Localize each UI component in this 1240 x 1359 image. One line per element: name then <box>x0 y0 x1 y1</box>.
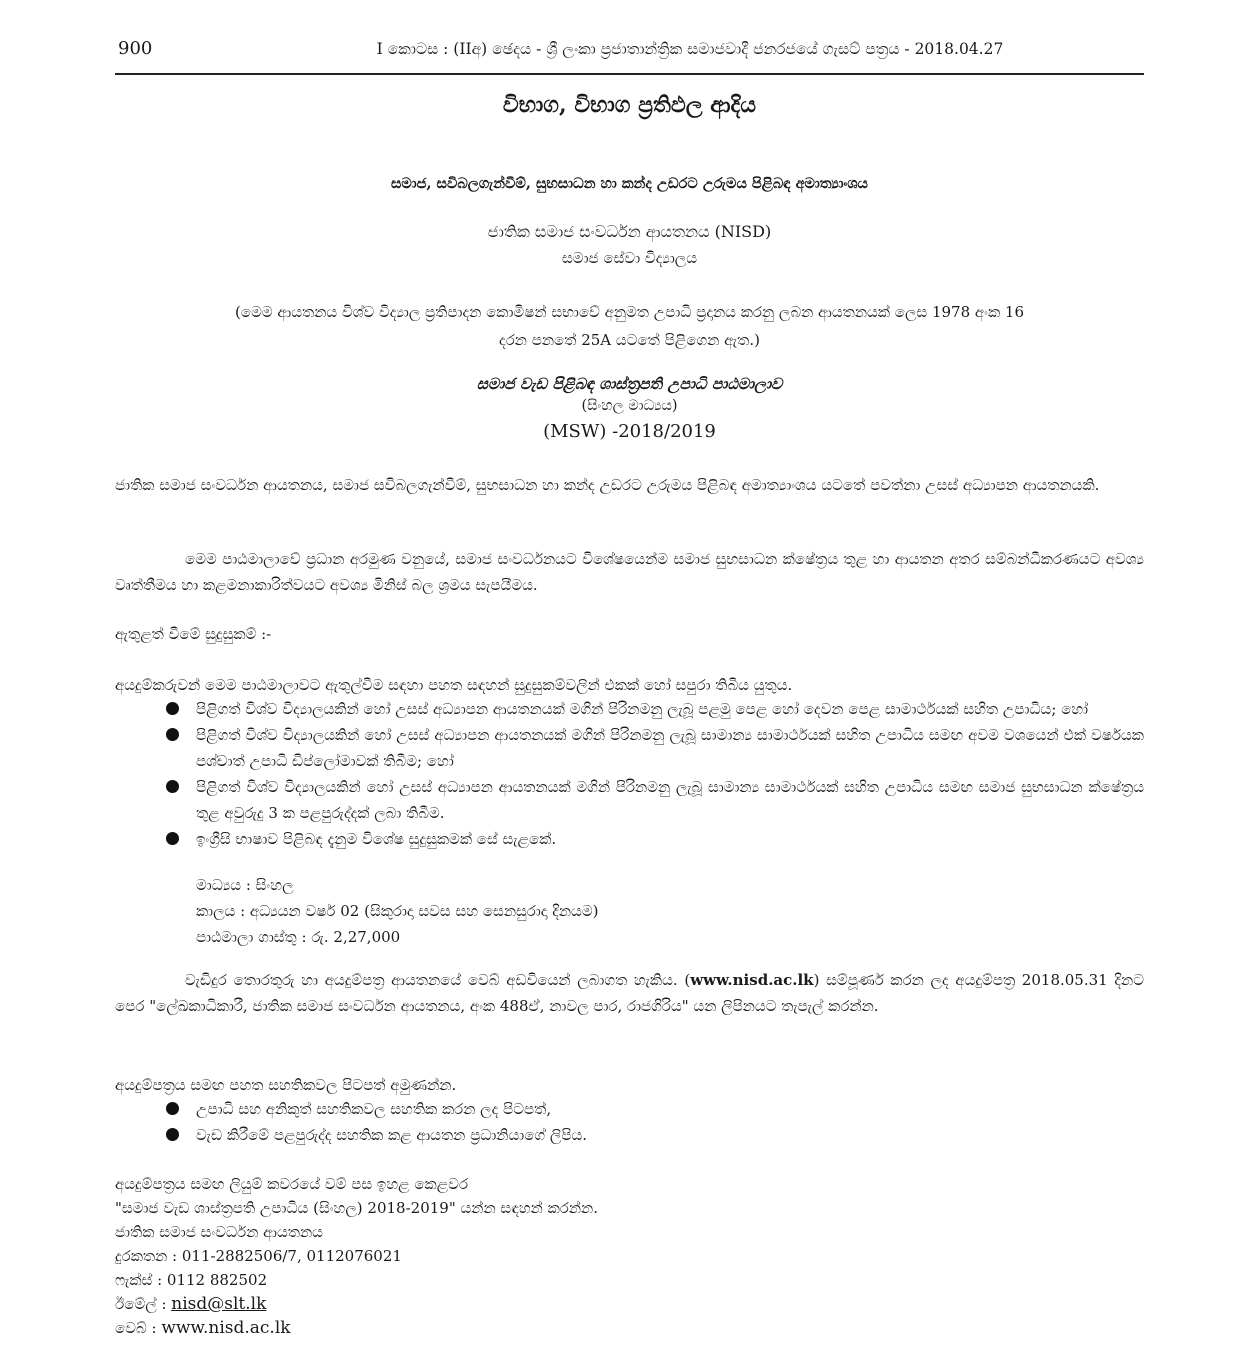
bullet-icon <box>166 1102 179 1115</box>
bullet-icon <box>166 702 179 715</box>
list-item: උපාධි සහ අනිකුත් සහතිකවල සහතික කරන ලද පිටපත්, <box>160 1096 1144 1122</box>
course-info-duration: කාලය : අධ්‍යයන වර්ෂ 02 (සිකුරාදා සවස සහ සෙනසුරාදා දිනයම) <box>196 902 599 920</box>
bullet-icon <box>166 832 179 845</box>
list-item: පිළිගත් විශ්ව විද්‍යාලයකින් හෝ උසස් අධ්‍යාපන ආයතනයක් මගින් පිරිනමනු ලැබූ සාමාන්‍ය සාමාර්ථයක් සහිත උපාධිය සමඟ සමාජ සුභසාධන ක්ෂේත්‍රය තුළ අවුරුදු 3 ක පළපුරුද්දක් ලබා තිබීම. <box>160 774 1144 826</box>
bullet-icon <box>166 780 179 793</box>
school-name: සමාජ සේවා විද්‍යාලය <box>562 249 697 267</box>
recognition-note <box>115 298 1144 354</box>
header-rule <box>115 73 1144 75</box>
phone-number: 011-2882506/7, 0112076021 <box>181 1247 402 1265</box>
web-link[interactable]: www.nisd.ac.lk <box>161 1318 291 1338</box>
requirements-intro: අයදුම්කරුවන් මෙම පාඨමාලාවට ඇතුල්වීම සඳහා පහත සඳහන් සුදුසුකම්වලින් එකක් හෝ සපුරා තිබිය යුතුය. <box>115 676 793 694</box>
course-medium: (සිංහල මාධ්‍යය) <box>581 398 678 414</box>
email-line: ඊමේල් : nisd@slt.lk <box>115 1294 267 1314</box>
paragraph-application: වැඩිදුර තොරතුරු හා අයදුම්පත්‍ර ආයතනයේ වෙබ් අඩවියෙන් ලබාගත හැකිය. (www.nisd.ac.lk) සම්පූර්ණ කරන ලද අයදුම්පත්‍ර 2018.05.31 දිනට පෙර "ලේඛකාධිකාරී, ජාතික සමාජ සංවර්ධන ආයතනය, අංක 488ඒ, නාවල පාර, රාජගිරිය" යන ලිපිනයට තැපැල් කරන්න. <box>115 971 1144 1015</box>
running-header: I කොටස : (IIඅ) ඡෙදය - ශ්‍රී ලංකා ප්‍රජාතාන්ත්‍රික සමාජවාදී ජනරජයේ ගැසට් පත්‍රය - 2018.04.27 <box>376 40 1004 58</box>
paragraph-objective: මෙම පාඨමාලාවේ ප්‍රධාන අරමුණ වනුයේ, සමාජ සංවර්ධනයට විශේෂයෙන්ම සමාජ සුභසාධන ක්ෂේත්‍රය තුළ හා ආයතන අතර සම්බන්ධීකරණයට අවශ්‍ය වෘත්තීමය හා කළමනාකාරිත්වයට අවශ්‍ය මිනිස් බල ශ්‍රමය සැපයීමය. <box>115 550 1144 594</box>
institute-name: ජාතික සමාජ සංවර්ධන ආයතනය (NISD) <box>487 222 772 241</box>
list-item: ඉංග්‍රීසි භාෂාව පිළිබඳ දැනුම විශේෂ සුදුසුකමක් සේ සැළකේ. <box>160 826 1144 852</box>
website-link[interactable]: www.nisd.ac.lk <box>690 971 814 989</box>
bullet-icon <box>166 728 179 741</box>
course-title: සමාජ වැඩ පිළිබඳ ශාස්ත්‍රපති උපාධි පාඨමාලාව <box>476 374 783 393</box>
requirements-list <box>160 696 1144 852</box>
contact-block <box>115 1172 598 1340</box>
institute-signature: ජාතික සමාජ සංවර්ධන ආයතනය <box>115 1223 323 1241</box>
list-item: වැඩ කිරීමේ පළපුරුද්ද සහතික කළ ආයතන ප්‍රධානියාගේ ලිපිය. <box>160 1122 1144 1148</box>
web-line: වෙබ් : www.nisd.ac.lk <box>115 1318 291 1338</box>
paragraph-about-institute: ජාතික සමාජ සංවර්ධන ආයතනය, සමාජ සවිබලගැන්වීම්, සුභසාධන හා කන්ද උඩරට උරුමය පිළිබඳ අමාත්‍යාංශය යටතේ පවත්නා උසස් අධ්‍යාපන ආයතනයකි. <box>115 476 1100 494</box>
course-info-medium: මාධ්‍යය : සිංහල <box>196 876 294 894</box>
page-number: 900 <box>118 38 153 59</box>
envelope-note-2: "සමාජ වැඩ ශාස්ත්‍රපති උපාධිය (සිංහල) 2018-2019" යන්න සඳහන් කරන්න. <box>115 1199 598 1217</box>
bullet-icon <box>166 1128 179 1141</box>
section-title: විභාග, විභාග ප්‍රතිඵල ආදිය <box>502 92 757 118</box>
course-info-fee: පාඨමාලා ගාස්තු : රු. 2,27,000 <box>196 928 401 946</box>
documents-intro: අයදුම්පත්‍රය සමඟ පහත සහතිකවල පිටපත් අමුණන්න. <box>115 1076 457 1094</box>
ministry-name: සමාජ, සවිබලගැන්වීම්, සුභසාධන හා කන්ද උඩරට උරුමය පිළිබඳ අමාත්‍යාංශය <box>391 175 868 192</box>
email-link[interactable]: nisd@slt.lk <box>171 1294 267 1314</box>
course-code: (MSW) -2018/2019 <box>543 421 716 442</box>
list-item: පිළිගත් විශ්ව විද්‍යාලයකින් හෝ උසස් අධ්‍යාපන ආයතනයක් මගින් පිරිනමනු ලැබූ පළමු පෙළ හෝ දෙවන පෙළ සාමාර්ථයක් සහිත උපාධිය; හෝ <box>160 696 1144 722</box>
fax-number: 0112 882502 <box>166 1271 268 1289</box>
course-info <box>196 872 598 950</box>
phone-line: දුරකතන : 011-2882506/7, 0112076021 <box>115 1247 402 1265</box>
requirements-heading: ඇතුළත් වීමේ සුදුසුකම් :- <box>115 625 272 643</box>
documents-list <box>160 1096 1144 1148</box>
recognition-line-1: (මෙම ආයතනය විශ්ව විද්‍යාල ප්‍රතිපාදන කොමිෂන් සභාවේ අනුමත උපාධි ප්‍රදානය කරනු ලබන ආයතනයක් ලෙස 1978 අංක 16 <box>235 303 1024 321</box>
recognition-line-2: දරන පනතේ 25A යටතේ පිළිගෙන ඇත.) <box>499 331 760 349</box>
envelope-note-1: අයදුම්පත්‍රය සමඟ ලියුම් කවරයේ වම් පස ඉහළ කෙළවර <box>115 1175 469 1193</box>
list-item: පිළිගත් විශ්ව විද්‍යාලයකින් හෝ උසස් අධ්‍යාපන ආයතනයක් මගින් පිරිනමනු ලැබූ සාමාන්‍ය සාමාර්ථයක් සහිත උපාධිය සමඟ අවම වශයෙන් එක් වර්ෂයක පශ්චාත් උපාධි ඩිප්ලෝමාවක් තිබීම; හෝ <box>160 722 1144 774</box>
fax-line: ෆැක්ස් : 0112 882502 <box>115 1271 268 1289</box>
